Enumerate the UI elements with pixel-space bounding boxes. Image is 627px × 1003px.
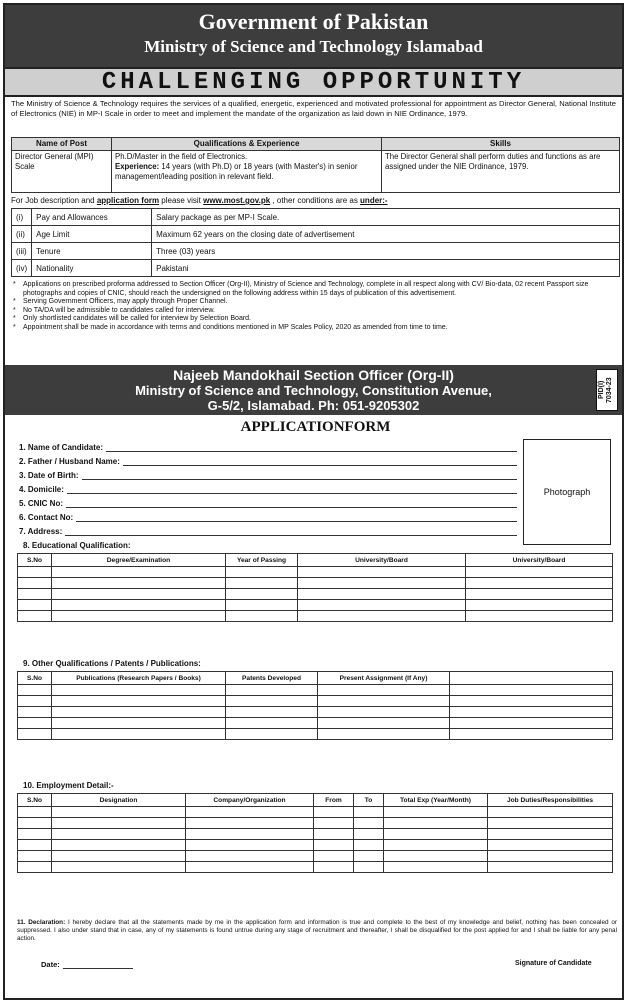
condition-value: Pakistani <box>152 260 620 277</box>
field-label: 6. Contact No: <box>19 513 74 522</box>
condition-num: (ii) <box>12 226 32 243</box>
emp-header: Total Exp (Year/Month) <box>384 794 488 807</box>
jobline-mid: please visit <box>159 196 204 205</box>
qualification-cell <box>112 151 382 193</box>
table-row[interactable] <box>18 840 613 851</box>
header <box>5 5 622 67</box>
field-label: 1. Name of Candidate: <box>19 443 104 452</box>
note-item: * Applications on prescribed proforma addressed to Section Officer (Org-II), Ministry of Science and Technology, complete in all respect along with CV/ Bio-data, 02 recent Passport size photographs and copies of CNIC, should reach the undersigned on the following address within 15 days of publication of this advertisement. <box>13 281 614 298</box>
post-header: Name of Post <box>12 138 112 151</box>
condition-label: Nationality <box>32 260 152 277</box>
note-item: * Only shortlisted candidates will be called for interview by Selection Board. <box>13 315 614 324</box>
note-item: * Serving Government Officers, may apply through Proper Channel. <box>13 298 614 307</box>
condition-label: Age Limit <box>32 226 152 243</box>
education-table <box>17 553 613 622</box>
website-link[interactable]: www.most.gov.pk <box>203 196 271 205</box>
field-label: 3. Date of Birth: <box>19 471 79 480</box>
table-row[interactable] <box>18 611 613 622</box>
skills-text: The Director General shall perform duties and functions as are assigned under the NIE Ordinance, 1979. <box>382 151 620 193</box>
application-form-link[interactable]: application form <box>96 196 160 205</box>
field-line[interactable] <box>123 458 517 466</box>
application-form <box>5 415 622 976</box>
condition-row <box>12 260 620 277</box>
contact-block <box>5 365 622 415</box>
experience-text: 14 years (with Ph.D) or 18 years (with Master's) in senior management/leading position in relevant field. <box>115 162 358 181</box>
table-row[interactable] <box>18 807 613 818</box>
condition-label: Tenure <box>32 243 152 260</box>
note-item: * Appointment shall be made in accordance with terms and conditions mentioned in MP Scales Policy, 2020 as amended from time to time. <box>13 324 614 333</box>
contact-name: Najeeb Mandokhail Section Officer (Org-II) <box>173 367 454 383</box>
emp-header: S.No <box>18 794 52 807</box>
other-header: S.No <box>18 672 52 685</box>
field-line[interactable] <box>82 472 517 480</box>
opportunity-banner <box>5 67 622 97</box>
declaration <box>17 919 617 943</box>
field-label: 7. Address: <box>19 527 63 536</box>
condition-num: (iv) <box>12 260 32 277</box>
jobline-post: , other conditions are as <box>270 196 361 205</box>
edu-header: University/Board <box>298 554 466 567</box>
employment-table <box>17 793 613 873</box>
photograph-box[interactable] <box>523 439 611 545</box>
address-field[interactable] <box>19 525 517 536</box>
field-label: 5. CNIC No: <box>19 499 63 508</box>
intro-paragraph: The Ministry of Science & Technology requires the services of a qualified, energetic, experienced and motivated professional for appointment as Director General, National Institute of Electronics (NIE) in MP-I Scale in order to meet and implement the mandate of the organization as laid down in NIE Ordinance, 1979. <box>11 99 616 118</box>
note-item: * No TA/DA will be admissible to candidates called for interview. <box>13 307 614 316</box>
domicile-field[interactable] <box>19 483 517 494</box>
field-line[interactable] <box>106 444 517 452</box>
table-row[interactable] <box>18 578 613 589</box>
skills-header: Skills <box>382 138 620 151</box>
condition-row <box>12 226 620 243</box>
contact-field[interactable] <box>19 511 517 522</box>
emp-header: To <box>354 794 384 807</box>
job-description-line <box>5 193 622 208</box>
table-row[interactable] <box>18 729 613 740</box>
table-row[interactable] <box>18 685 613 696</box>
table-row[interactable] <box>18 567 613 578</box>
other-header: Patents Developed <box>226 672 318 685</box>
other-qualifications-label: 9. Other Qualifications / Patents / Publications: <box>23 659 201 668</box>
post-table <box>11 137 620 193</box>
dob-field[interactable] <box>19 469 517 480</box>
table-row[interactable] <box>18 851 613 862</box>
experience-label: Experience: <box>115 162 160 171</box>
table-row[interactable] <box>18 818 613 829</box>
date-field[interactable] <box>41 960 133 969</box>
field-line[interactable] <box>76 514 517 522</box>
advertisement-page <box>3 3 624 1000</box>
table-row[interactable] <box>18 600 613 611</box>
form-title: APPLICATIONFORM <box>240 419 391 435</box>
edu-header: Degree/Examination <box>52 554 226 567</box>
other-header <box>450 672 613 685</box>
table-row[interactable] <box>18 589 613 600</box>
condition-label: Pay and Allowances <box>32 209 152 226</box>
conditions-table <box>11 208 620 277</box>
edu-header: Year of Passing <box>226 554 298 567</box>
condition-value: Maximum 62 years on the closing date of advertisement <box>152 226 620 243</box>
edu-header: University/Board <box>466 554 613 567</box>
field-label: 2. Father / Husband Name: <box>19 457 120 466</box>
table-row[interactable] <box>18 707 613 718</box>
condition-row <box>12 209 620 226</box>
field-line[interactable] <box>67 486 517 494</box>
government-title: Government of Pakistan <box>198 9 429 34</box>
contact-address-2: G-5/2, Islamabad. Ph: 051-9205302 <box>207 398 420 413</box>
name-field[interactable] <box>19 441 517 452</box>
table-row[interactable] <box>18 862 613 873</box>
banner-text: CHALLENGING OPPORTUNITY <box>101 69 526 96</box>
emp-header: Job Duties/Responsibilities <box>488 794 613 807</box>
photograph-label: Photograph <box>543 487 591 497</box>
contact-address-1: Ministry of Science and Technology, Constitution Avenue, <box>135 383 492 398</box>
ministry-title: Ministry of Science and Technology Islamabad <box>144 37 483 56</box>
education-label: 8. Educational Qualification: <box>23 541 131 550</box>
edu-header: S.No <box>18 554 52 567</box>
condition-value: Salary package as per MP-I Scale. <box>152 209 620 226</box>
declaration-text: I hereby declare that all the statements made by me in the application form and information is true and complete to the best of my knowledge and belief, nothing has been concealed or suppressed. I also under stand that in case, any of my statements is found untrue during any stage of recruitment and thereafter, I shall be disqualified for the post applied for and I shall be liable for any penal action. <box>17 919 617 942</box>
cnic-field[interactable] <box>19 497 517 508</box>
date-label: Date: <box>41 960 60 969</box>
date-line[interactable] <box>63 961 133 969</box>
qualification-text: Ph.D/Master in the field of Electronics. <box>115 152 248 161</box>
field-label: 4. Domicile: <box>19 485 64 494</box>
other-header: Publications (Research Papers / Books) <box>52 672 226 685</box>
field-line[interactable] <box>65 528 517 536</box>
pid-stamp: PID(I) 7034-23 <box>596 369 618 411</box>
notes-list <box>5 277 622 365</box>
declaration-label: 11. Declaration: <box>17 919 66 926</box>
condition-row <box>12 243 620 260</box>
table-row[interactable] <box>18 829 613 840</box>
condition-num: (iii) <box>12 243 32 260</box>
under-label: under:- <box>360 196 388 205</box>
qualification-header: Qualifications & Experience <box>112 138 382 151</box>
post-name: Director General (MPI) Scale <box>12 151 112 193</box>
condition-value: Three (03) years <box>152 243 620 260</box>
emp-header: Company/Organization <box>186 794 314 807</box>
table-row[interactable] <box>18 696 613 707</box>
condition-num: (i) <box>12 209 32 226</box>
jobline-pre: For Job description and <box>11 196 97 205</box>
field-line[interactable] <box>66 500 517 508</box>
father-name-field[interactable] <box>19 455 517 466</box>
other-qualifications-table <box>17 671 613 740</box>
emp-header: Designation <box>52 794 186 807</box>
emp-header: From <box>314 794 354 807</box>
employment-label: 10. Employment Detail:- <box>23 781 114 790</box>
table-row[interactable] <box>18 718 613 729</box>
signature-label: Signature of Candidate <box>515 960 592 967</box>
other-header: Present Assignment (If Any) <box>318 672 450 685</box>
